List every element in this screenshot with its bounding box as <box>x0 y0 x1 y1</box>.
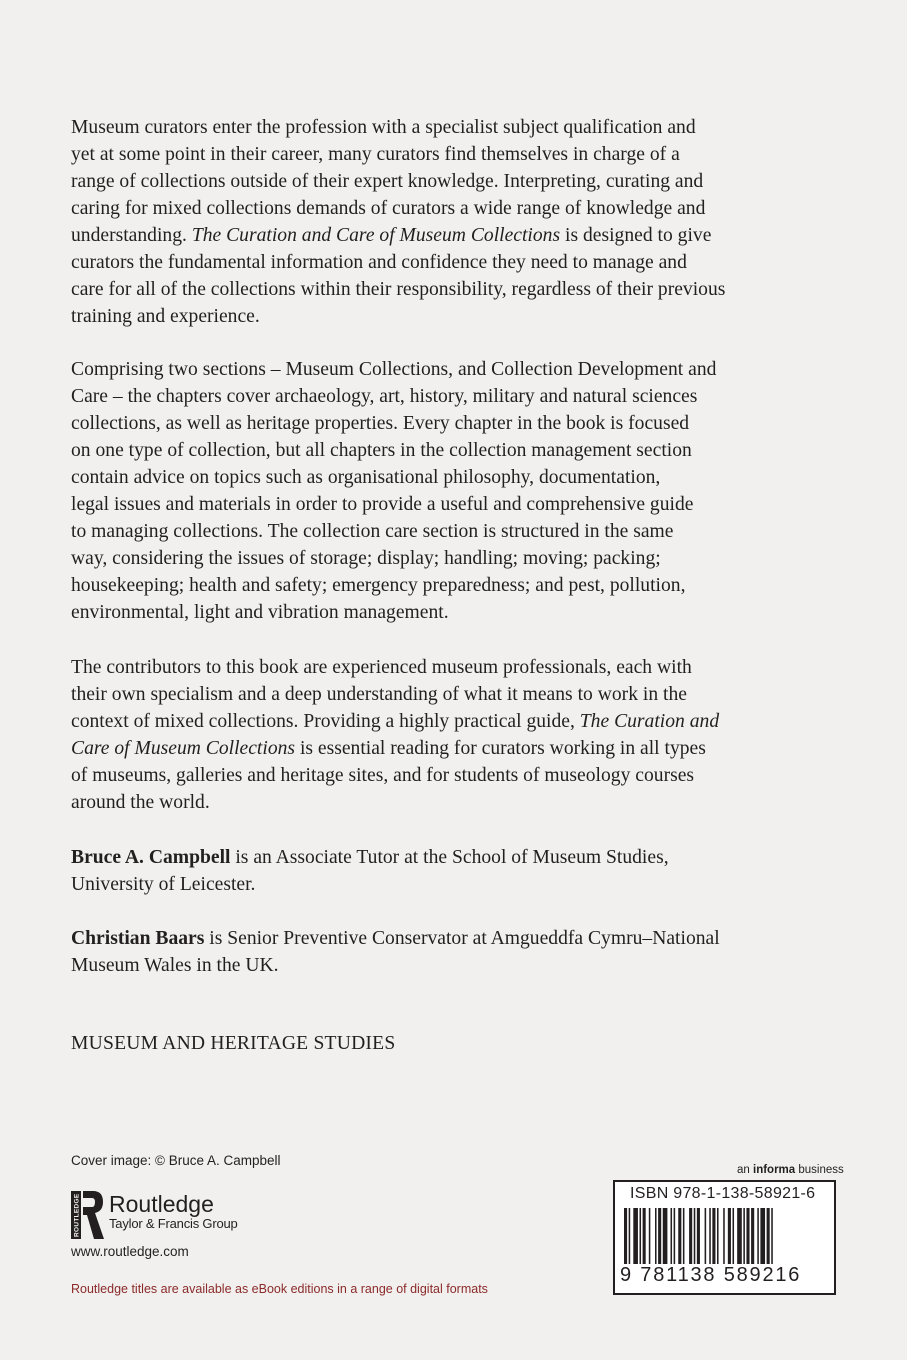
barcode-bar <box>712 1208 715 1264</box>
book-title: Care of Museum Collections <box>71 738 296 759</box>
text-line: curators the fundamental information and confidence they need to manage and <box>71 252 687 273</box>
barcode-bar <box>746 1208 749 1264</box>
informa-brand: informa <box>753 1164 796 1176</box>
text-line: of museums, galleries and heritage sites, and for students of museology courses <box>71 765 695 786</box>
text-line: Comprising two sections – Museum Collections, and Collection Development and <box>71 359 717 380</box>
text-line: yet at some point in their career, many curators find themselves in charge of a <box>71 144 680 165</box>
text-line: caring for mixed collections demands of curators a wide range of knowledge and <box>71 198 706 219</box>
barcode-bar <box>767 1208 770 1264</box>
cover-image-credit: Cover image: © Bruce A. Campbell <box>71 1153 281 1168</box>
logo-wordmark <box>109 1191 238 1231</box>
text-line: training and experience. <box>71 306 260 327</box>
barcode-bar <box>771 1208 773 1264</box>
text-line: environmental, light and vibration management. <box>71 602 449 623</box>
text-fragment: an <box>737 1164 753 1176</box>
author-bio-baars <box>71 925 841 979</box>
publisher-group: Taylor & Francis Group <box>109 1216 238 1231</box>
text-fragment: understanding. <box>71 225 192 246</box>
isbn-number: ISBN 978-1-138-58921-6 <box>630 1185 816 1202</box>
barcode-bar <box>633 1208 638 1264</box>
text-line <box>71 708 841 735</box>
series-title: MUSEUM AND HERITAGE STUDIES <box>71 1033 396 1054</box>
text-line: housekeeping; health and safety; emergency preparedness; and pest, pollution, <box>71 575 686 596</box>
text-line: their own specialism and a deep understanding of what it means to work in the <box>71 684 687 705</box>
text-line: range of collections outside of their expert knowledge. Interpreting, curating and <box>71 171 704 192</box>
barcode-digits: 9 781138 589216 <box>620 1264 802 1286</box>
barcode-bar <box>733 1208 735 1264</box>
text-line: contain advice on topics such as organisational philosophy, documentation, <box>71 467 661 488</box>
barcode-bar <box>705 1208 707 1264</box>
text-line: Museum Wales in the UK. <box>71 955 279 976</box>
text-line: way, considering the issues of storage; display; handling; moving; packing; <box>71 548 661 569</box>
text-line <box>71 925 841 952</box>
barcode-icon <box>620 1208 828 1266</box>
text-fragment: is designed to give <box>560 225 712 246</box>
ebook-availability-note: Routledge titles are available as eBook editions in a range of digital formats <box>71 1282 488 1296</box>
blurb-paragraph-3 <box>71 654 841 816</box>
barcode-bar <box>694 1208 696 1264</box>
text-fragment: is essential reading for curators working in all types <box>295 738 706 759</box>
barcode-bar <box>683 1208 685 1264</box>
routledge-r-icon <box>71 1189 105 1241</box>
text-line <box>71 222 841 249</box>
barcode-bar <box>671 1208 673 1264</box>
text-line <box>71 844 841 871</box>
svg-text:ROUTLEDGE: ROUTLEDGE <box>73 1193 81 1237</box>
text-line: collections, as well as heritage properties. Every chapter in the book is focused <box>71 413 690 434</box>
barcode-bar <box>640 1208 642 1264</box>
text-fragment: is an Associate Tutor at the School of Museum Studies, <box>230 847 669 868</box>
barcode-bar <box>643 1208 646 1264</box>
barcode-bar <box>717 1208 719 1264</box>
text-fragment: business <box>795 1164 844 1176</box>
barcode-bar <box>757 1208 759 1264</box>
text-line: The contributors to this book are experienced museum professionals, each with <box>71 657 692 678</box>
text-line: Care – the chapters cover archaeology, art, history, military and natural sciences <box>71 386 698 407</box>
routledge-logo <box>71 1189 261 1241</box>
barcode-bar <box>709 1208 711 1264</box>
barcode-bar <box>658 1208 661 1264</box>
text-line: around the world. <box>71 792 210 813</box>
text-fragment: is Senior Preventive Conservator at Amgueddfa Cymru–National <box>204 928 720 949</box>
barcode-bar <box>737 1208 742 1264</box>
blurb-paragraph-2 <box>71 356 841 626</box>
text-fragment: context of mixed collections. Providing a highly practical guide, <box>71 711 580 732</box>
publisher-website: www.routledge.com <box>71 1244 189 1259</box>
barcode-bar <box>649 1208 651 1264</box>
barcode-bar <box>743 1208 745 1264</box>
publisher-name: Routledge <box>109 1191 214 1217</box>
barcode-bar <box>663 1208 668 1264</box>
text-line: Museum curators enter the profession with a specialist subject qualification and <box>71 117 696 138</box>
text-line: on one type of collection, but all chapters in the collection management section <box>71 440 692 461</box>
barcode-bar <box>723 1208 725 1264</box>
barcode-bar <box>689 1208 692 1264</box>
text-line: University of Leicester. <box>71 874 256 895</box>
text-line <box>71 735 841 762</box>
blurb-paragraph-1 <box>71 114 841 330</box>
barcode-bar <box>760 1208 765 1264</box>
barcode-bar <box>678 1208 681 1264</box>
author-bio-campbell <box>71 844 841 898</box>
book-title: The Curation and <box>579 711 720 732</box>
barcode-bar <box>751 1208 754 1264</box>
barcode-bar <box>624 1208 627 1264</box>
text-line: to managing collections. The collection care section is structured in the same <box>71 521 674 542</box>
barcode-bar <box>655 1208 657 1264</box>
barcode-bar <box>674 1208 676 1264</box>
barcode-bar <box>697 1208 700 1264</box>
barcode-bar <box>728 1208 731 1264</box>
barcode-bar <box>629 1208 631 1264</box>
author-name: Christian Baars <box>71 928 205 949</box>
author-name: Bruce A. Campbell <box>71 847 231 868</box>
informa-business-tag <box>737 1164 844 1176</box>
text-line: legal issues and materials in order to provide a useful and comprehensive guide <box>71 494 694 515</box>
book-title: The Curation and Care of Museum Collections <box>191 225 561 246</box>
text-line: care for all of the collections within their responsibility, regardless of their previous <box>71 279 726 300</box>
